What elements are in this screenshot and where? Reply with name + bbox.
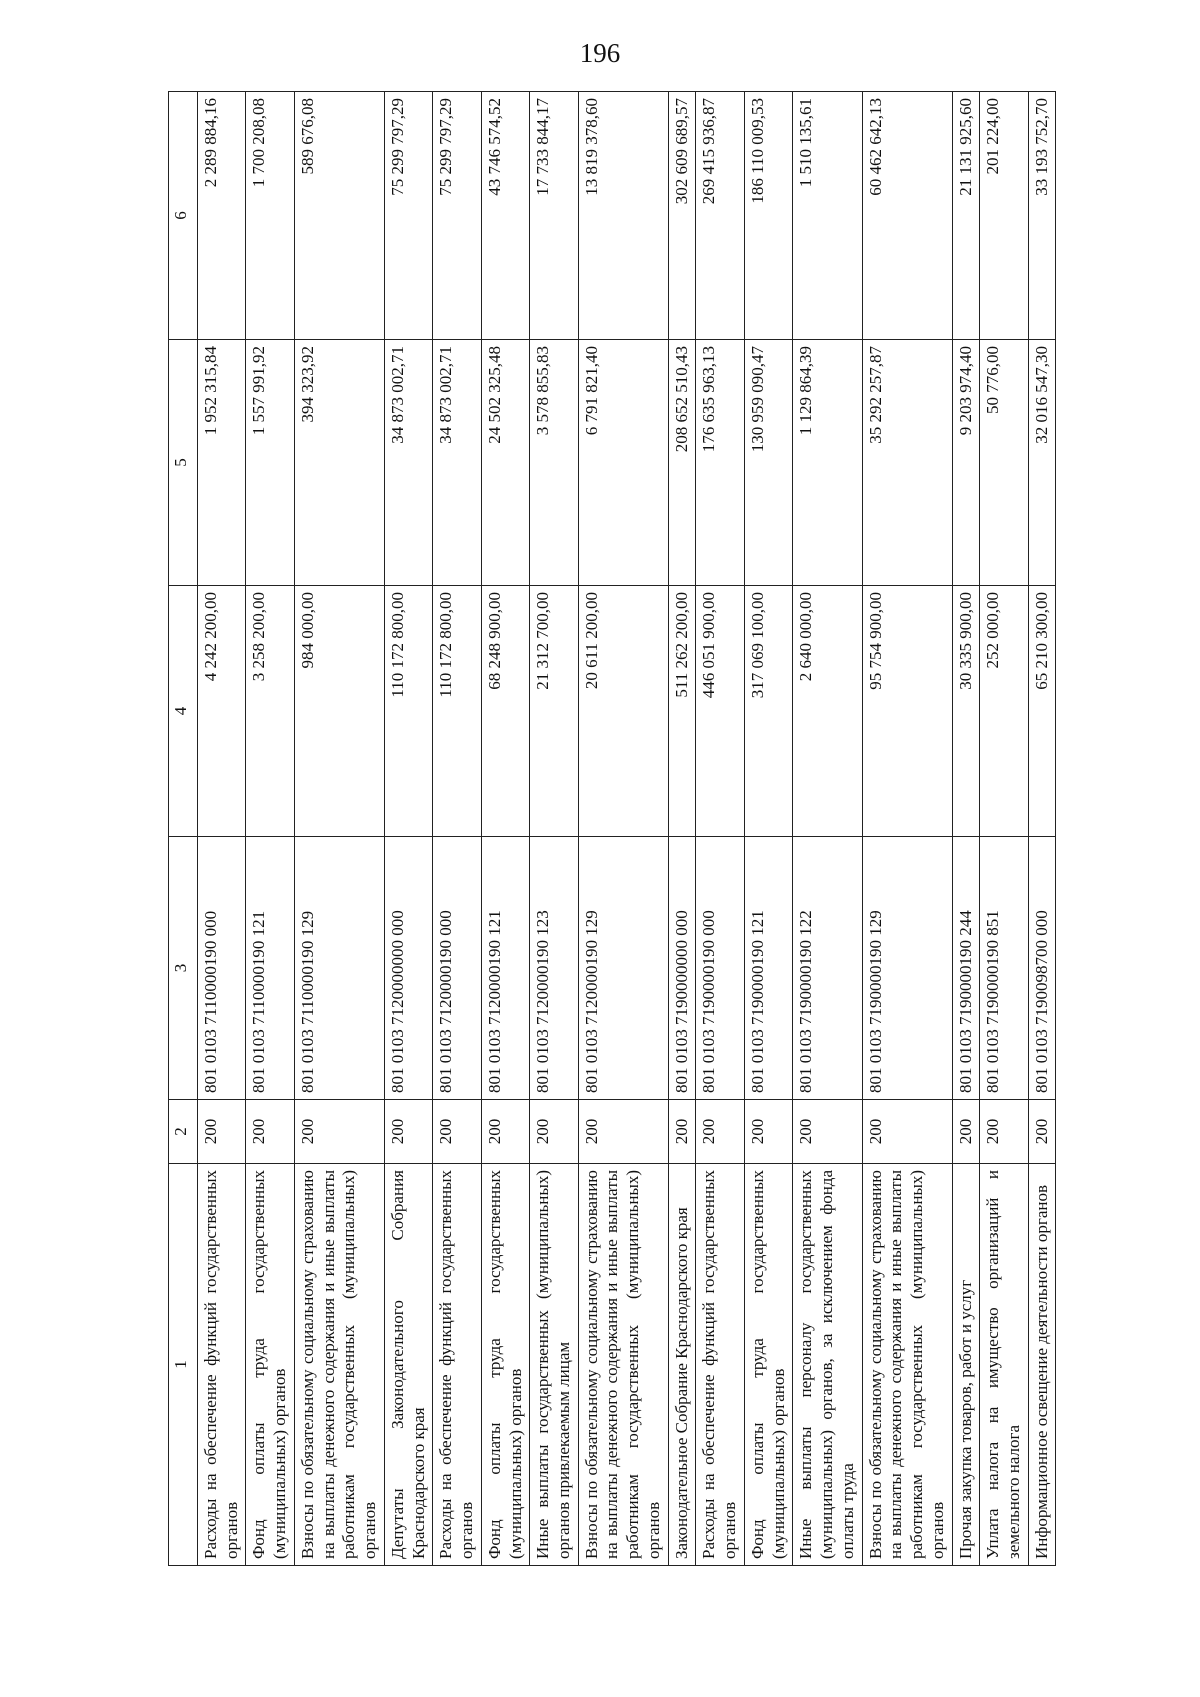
header-col-1: 1: [169, 1164, 198, 1566]
row-budget-code-cell: 801 0103 7110000190 000: [198, 837, 246, 1100]
row-name-cell: Уплата налога на имущество организаций и земельного налога: [980, 1164, 1028, 1566]
row-executed-amount-cell: 24 502 325,48: [481, 340, 529, 586]
row-admin-code-cell: 200: [696, 1100, 744, 1164]
row-plan-amount-cell: 20 611 200,00: [578, 586, 668, 837]
row-executed-amount-cell: 176 635 963,13: [696, 340, 744, 586]
row-name-cell: Депутаты Законодательного Собрания Краснодарского края: [384, 1164, 432, 1566]
row-plan-amount-cell: 95 754 900,00: [862, 586, 952, 837]
row-budget-code-cell: 801 0103 7110000190 121: [246, 837, 294, 1100]
row-budget-code-cell: 801 0103 7110000190 129: [294, 837, 384, 1100]
row-budget-code-cell: 801 0103 7190000190 122: [793, 837, 862, 1100]
row-executed-amount-cell: 394 323,92: [294, 340, 384, 586]
row-executed-amount-cell: 32 016 547,30: [1028, 340, 1056, 586]
budget-table: [168, 91, 1056, 1566]
row-admin-code-cell: 200: [668, 1100, 696, 1164]
table-row: [793, 92, 862, 1566]
row-name-cell: Фонд оплаты труда государственных (муниципальных) органов: [744, 1164, 792, 1566]
row-plan-amount-cell: 4 242 200,00: [198, 586, 246, 837]
header-row: [169, 92, 198, 1566]
row-remaining-amount-cell: 1 700 208,08: [246, 92, 294, 340]
row-executed-amount-cell: 1 952 315,84: [198, 340, 246, 586]
row-remaining-amount-cell: 201 224,00: [980, 92, 1028, 340]
row-remaining-amount-cell: 2 289 884,16: [198, 92, 246, 340]
row-plan-amount-cell: 3 258 200,00: [246, 586, 294, 837]
row-name-cell: Иные выплаты персоналу государственных (муниципальных) органов, за исключением фонда оплаты труда: [793, 1164, 862, 1566]
row-budget-code-cell: 801 0103 7120000190 129: [578, 837, 668, 1100]
row-admin-code-cell: 200: [578, 1100, 668, 1164]
table-row: [1028, 92, 1056, 1566]
row-name-cell: Иные выплаты государственных (муниципальных) органов привлекаемым лицам: [530, 1164, 578, 1566]
row-name-cell: Взносы по обязательному социальному страхованию на выплаты денежного содержания и иные выплаты работникам государственных (муниципальных) органов: [862, 1164, 952, 1566]
row-admin-code-cell: 200: [952, 1100, 980, 1164]
table-row: [952, 92, 980, 1566]
row-admin-code-cell: 200: [198, 1100, 246, 1164]
row-admin-code-cell: 200: [793, 1100, 862, 1164]
header-col-3: 3: [169, 837, 198, 1100]
row-plan-amount-cell: 984 000,00: [294, 586, 384, 837]
row-executed-amount-cell: 130 959 090,47: [744, 340, 792, 586]
row-plan-amount-cell: 110 172 800,00: [433, 586, 481, 837]
table-row: [696, 92, 744, 1566]
row-remaining-amount-cell: 17 733 844,17: [530, 92, 578, 340]
table-row: [433, 92, 481, 1566]
row-executed-amount-cell: 9 203 974,40: [952, 340, 980, 586]
row-name-cell: Взносы по обязательному социальному страхованию на выплаты денежного содержания и иные выплаты работникам государственных (муниципальных) органов: [294, 1164, 384, 1566]
row-admin-code-cell: 200: [433, 1100, 481, 1164]
budget-table-frame: [168, 92, 1051, 1566]
row-plan-amount-cell: 317 069 100,00: [744, 586, 792, 837]
table-row: [744, 92, 792, 1566]
row-budget-code-cell: 801 0103 7190000190 851: [980, 837, 1028, 1100]
table-row: [198, 92, 246, 1566]
table-row: [384, 92, 432, 1566]
row-name-cell: Прочая закупка товаров, работ и услуг: [952, 1164, 980, 1566]
table-row: [862, 92, 952, 1566]
table-row: [980, 92, 1028, 1566]
row-executed-amount-cell: 1 557 991,92: [246, 340, 294, 586]
row-executed-amount-cell: 3 578 855,83: [530, 340, 578, 586]
row-executed-amount-cell: 6 791 821,40: [578, 340, 668, 586]
row-budget-code-cell: 801 0103 7190000190 129: [862, 837, 952, 1100]
row-admin-code-cell: 200: [980, 1100, 1028, 1164]
page-number: 196: [579, 38, 621, 68]
row-plan-amount-cell: 68 248 900,00: [481, 586, 529, 837]
row-budget-code-cell: 801 0103 7190098700 000: [1028, 837, 1056, 1100]
row-budget-code-cell: 801 0103 7120000190 121: [481, 837, 529, 1100]
row-admin-code-cell: 200: [294, 1100, 384, 1164]
table-row: [246, 92, 294, 1566]
row-remaining-amount-cell: 75 299 797,29: [433, 92, 481, 340]
row-budget-code-cell: 801 0103 7190000000 000: [668, 837, 696, 1100]
row-budget-code-cell: 801 0103 7190000190 000: [696, 837, 744, 1100]
row-admin-code-cell: 200: [384, 1100, 432, 1164]
row-budget-code-cell: 801 0103 7190000190 121: [744, 837, 792, 1100]
row-executed-amount-cell: 50 776,00: [980, 340, 1028, 586]
row-budget-code-cell: 801 0103 7120000190 000: [433, 837, 481, 1100]
table-row: [481, 92, 529, 1566]
row-name-cell: Информационное освещение деятельности органов: [1028, 1164, 1056, 1566]
row-name-cell: Фонд оплаты труда государственных (муниципальных) органов: [246, 1164, 294, 1566]
row-executed-amount-cell: 35 292 257,87: [862, 340, 952, 586]
row-admin-code-cell: 200: [530, 1100, 578, 1164]
table-row: [578, 92, 668, 1566]
row-name-cell: Расходы на обеспечение функций государственных органов: [433, 1164, 481, 1566]
row-remaining-amount-cell: 1 510 135,61: [793, 92, 862, 340]
row-plan-amount-cell: 65 210 300,00: [1028, 586, 1056, 837]
row-name-cell: Расходы на обеспечение функций государственных органов: [198, 1164, 246, 1566]
row-name-cell: Взносы по обязательному социальному страхованию на выплаты денежного содержания и иные выплаты работникам государственных (муниципальных) органов: [578, 1164, 668, 1566]
row-plan-amount-cell: 30 335 900,00: [952, 586, 980, 837]
row-executed-amount-cell: 208 652 510,43: [668, 340, 696, 586]
row-plan-amount-cell: 2 640 000,00: [793, 586, 862, 837]
table-body: [198, 92, 1056, 1566]
row-plan-amount-cell: 446 051 900,00: [696, 586, 744, 837]
row-admin-code-cell: 200: [481, 1100, 529, 1164]
row-plan-amount-cell: 252 000,00: [980, 586, 1028, 837]
row-admin-code-cell: 200: [1028, 1100, 1056, 1164]
row-executed-amount-cell: 34 873 002,71: [384, 340, 432, 586]
row-budget-code-cell: 801 0103 7120000190 123: [530, 837, 578, 1100]
row-remaining-amount-cell: 43 746 574,52: [481, 92, 529, 340]
row-remaining-amount-cell: 302 609 689,57: [668, 92, 696, 340]
row-remaining-amount-cell: 75 299 797,29: [384, 92, 432, 340]
table-row: [294, 92, 384, 1566]
row-remaining-amount-cell: 589 676,08: [294, 92, 384, 340]
header-col-5: 5: [169, 340, 198, 586]
row-remaining-amount-cell: 21 131 925,60: [952, 92, 980, 340]
row-executed-amount-cell: 34 873 002,71: [433, 340, 481, 586]
row-remaining-amount-cell: 186 110 009,53: [744, 92, 792, 340]
row-plan-amount-cell: 21 312 700,00: [530, 586, 578, 837]
row-name-cell: Фонд оплаты труда государственных (муниципальных) органов: [481, 1164, 529, 1566]
row-remaining-amount-cell: 13 819 378,60: [578, 92, 668, 340]
row-plan-amount-cell: 110 172 800,00: [384, 586, 432, 837]
row-name-cell: Расходы на обеспечение функций государственных органов: [696, 1164, 744, 1566]
row-remaining-amount-cell: 269 415 936,87: [696, 92, 744, 340]
row-admin-code-cell: 200: [862, 1100, 952, 1164]
row-name-cell: Законодательное Собрание Краснодарского края: [668, 1164, 696, 1566]
row-budget-code-cell: 801 0103 7120000000 000: [384, 837, 432, 1100]
table-row: [530, 92, 578, 1566]
row-executed-amount-cell: 1 129 864,39: [793, 340, 862, 586]
header-col-6: 6: [169, 92, 198, 340]
row-admin-code-cell: 200: [744, 1100, 792, 1164]
table-row: [668, 92, 696, 1566]
row-remaining-amount-cell: 33 193 752,70: [1028, 92, 1056, 340]
row-plan-amount-cell: 511 262 200,00: [668, 586, 696, 837]
row-budget-code-cell: 801 0103 7190000190 244: [952, 837, 980, 1100]
header-col-4: 4: [169, 586, 198, 837]
header-col-2: 2: [169, 1100, 198, 1164]
row-admin-code-cell: 200: [246, 1100, 294, 1164]
row-remaining-amount-cell: 60 462 642,13: [862, 92, 952, 340]
